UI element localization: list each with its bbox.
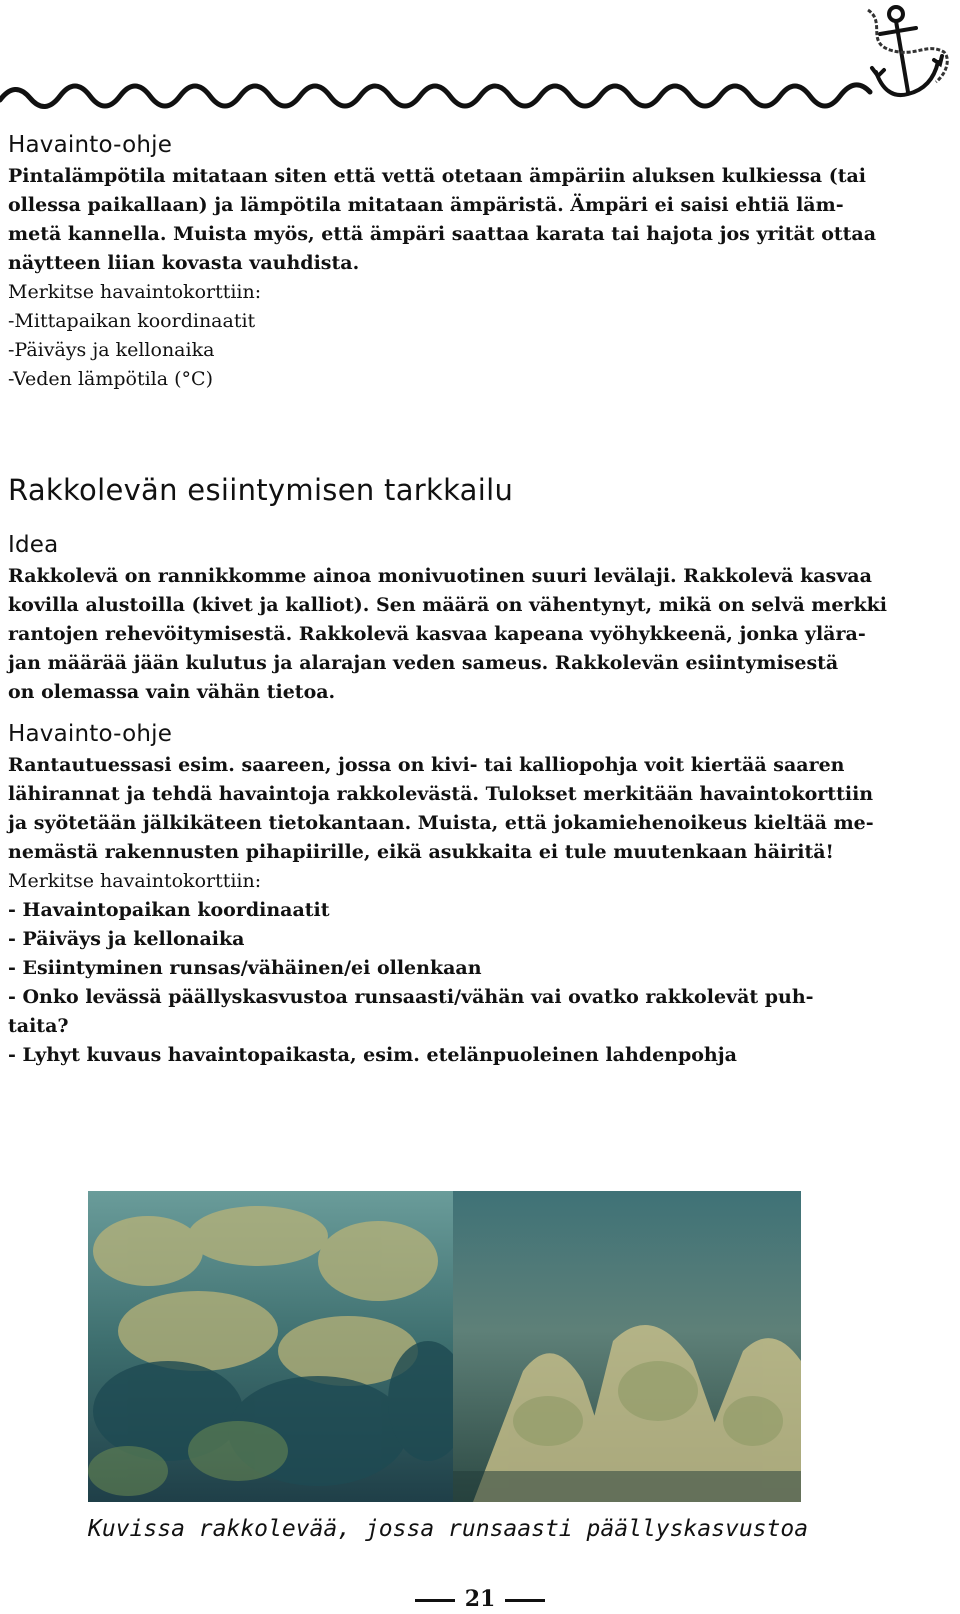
text-line: rantojen rehevöitymisestä. Rakkolevä kasvaa kapeana vyöhykkeenä, jonka ylära- <box>8 623 866 645</box>
underwater-photo-right <box>453 1191 801 1502</box>
text-line: näytteen liian kovasta vauhdista. <box>8 252 360 274</box>
text-line: Rakkolevä on rannikkomme ainoa monivuotinen suuri levälaji. Rakkolevä kasvaa <box>8 565 872 587</box>
page-number <box>0 1586 960 1612</box>
list-item: - Lyhyt kuvaus havaintopaikasta, esim. etelänpuoleinen lahdenpohja <box>8 1044 737 1066</box>
anchor-icon <box>856 2 952 112</box>
section-heading-havainto-ohje-1: Havainto-ohje <box>8 132 173 158</box>
text-line: ollessa paikallaan) ja lämpötila mitataan ämpäristä. Ämpäri ei saisi ehtiä läm- <box>8 194 844 216</box>
list-item: -Veden lämpötila (°C) <box>8 368 213 390</box>
list-item: - Päiväys ja kellonaika <box>8 928 245 950</box>
section-heading-havainto-ohje-2: Havainto-ohje <box>8 721 173 747</box>
photo-strip <box>88 1191 801 1502</box>
list-item: -Mittapaikan koordinaatit <box>8 310 256 332</box>
checklist-1 <box>8 278 950 394</box>
text-line: Rantautuessasi esim. saareen, jossa on kivi- tai kalliopohja voit kiertää saaren <box>8 754 845 776</box>
list-item: - Onko levässä päällyskasvustoa runsaasti/vähän vai ovatko rakkolevät puh- <box>8 986 814 1008</box>
paragraph-pintalampotila <box>8 162 950 278</box>
text-line: Merkitse havaintokorttiin: <box>8 281 262 303</box>
underwater-photo-left <box>88 1191 453 1502</box>
wave-decoration <box>0 60 960 120</box>
list-item: -Päiväys ja kellonaika <box>8 339 215 361</box>
text-line: lähirannat ja tehdä havaintoja rakkolevästä. Tulokset merkitään havaintokorttiin <box>8 783 874 805</box>
text-line: kovilla alustoilla (kivet ja kalliot). Sen määrä on vähentynyt, mikä on selvä merkki <box>8 594 887 616</box>
section-heading-idea: Idea <box>8 532 59 558</box>
list-item: taita? <box>8 1015 69 1037</box>
text-line: jan määrää jään kulutus ja alarajan veden sameus. Rakkolevän esiintymisestä <box>8 652 839 674</box>
dash-left <box>415 1599 455 1602</box>
section-title-rakkolevan: Rakkolevän esiintymisen tarkkailu <box>8 473 514 507</box>
text-line: nemästä rakennusten pihapiirille, eikä asukkaita ei tule muutenkaan häiritä! <box>8 841 834 863</box>
list-item: - Esiintyminen runsas/vähäinen/ei ollenkaan <box>8 957 482 979</box>
paragraph-idea <box>8 562 950 707</box>
main-content <box>8 130 950 1070</box>
text-line: Merkitse havaintokorttiin: <box>8 870 262 892</box>
page-number-value: 21 <box>464 1586 496 1612</box>
paragraph-ohje <box>8 751 950 1070</box>
text-line: ja syötetään jälkikäteen tietokantaan. Muista, että jokamiehenoikeus kieltää me- <box>8 812 874 834</box>
list-item: - Havaintopaikan koordinaatit <box>8 899 330 921</box>
text-line: metä kannella. Muista myös, että ämpäri saattaa karata tai hajota jos yrität ottaa <box>8 223 877 245</box>
text-line: Pintalämpötila mitataan siten että vettä otetaan ämpäriin aluksen kulkiessa (tai <box>8 165 867 187</box>
text-line: on olemassa vain vähän tietoa. <box>8 681 336 703</box>
dash-right <box>505 1599 545 1602</box>
photo-caption: Kuvissa rakkolevää, jossa runsaasti päällyskasvustoa <box>88 1516 809 1542</box>
